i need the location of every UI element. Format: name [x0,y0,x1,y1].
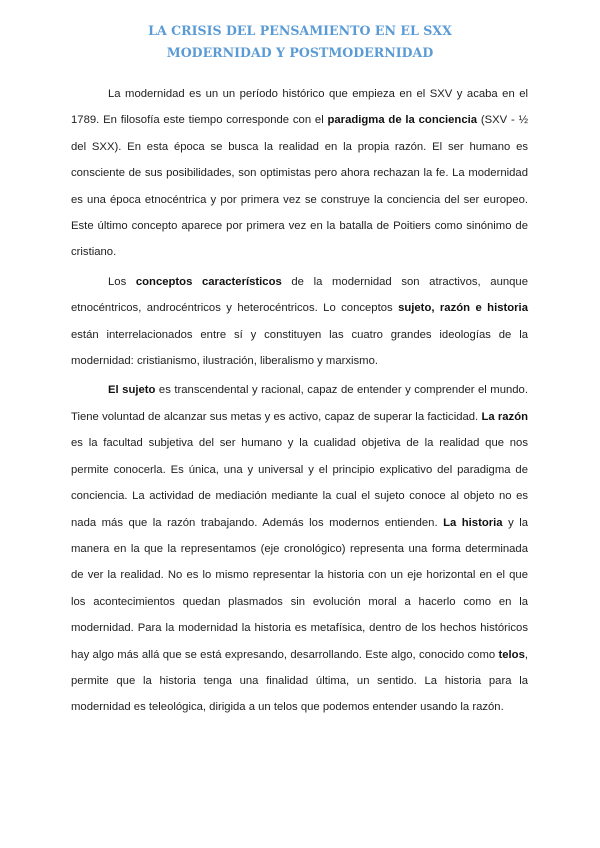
paragraph-2-bold-1: conceptos característicos [135,275,282,288]
paragraph-3 [71,377,528,720]
document-title-line-1: LA CRISIS DEL PENSAMIENTO EN EL SXX [148,23,452,38]
paragraph-3-text-3: y la manera en la que la representamos (eje cronológico) representa una forma determinada de ver la realidad. No es lo mismo representar la historia con un eje horizontal en el que los acontecimientos quedan plasmados sin evolución moral a hacerlo como en la modernidad. Para la modernidad la historia es metafísica, dentro de los hechos históricos hay algo más allá que se está expresando, desarrollando. Este algo, conocido como [71,516,529,661]
document-title-line-2: MODERNIDAD Y POSTMODERNIDAD [166,45,434,60]
paragraph-1 [71,81,528,266]
paragraph-2-text-1: Los [108,275,136,288]
paragraph-2-text-3: están interrelacionados entre sí y constituyen las cuatro grandes ideologías de la modernidad: cristianismo, ilustración, liberalismo y marxismo. [71,328,528,368]
paragraph-2 [71,269,528,375]
paragraph-3-bold-1: El sujeto [108,384,156,397]
paragraph-3-bold-3: La historia [443,516,503,529]
document-body [71,81,528,721]
paragraph-1-text-2: (SXV - ½ del SXX). En esta época se busca la realidad en la propia razón. El ser humano es consciente de sus posibilidades, son optimistas pero ahora rechazan la fe. La modernidad es una época etnocéntrica y por primera vez se construye la conciencia del ser europeo. Este último concepto aparece por primera vez en la batalla de Poitiers como sinónimo de cristiano. [71,114,529,259]
paragraph-3-bold-4: telos [498,648,525,661]
paragraph-2-bold-2: sujeto, razón e historia [398,302,528,315]
paragraph-3-text-4: , permite que la historia tenga una finalidad última, un sentido. La historia para la modernidad es teleológica, dirigida a un telos que podemos entender usando la razón. [71,648,528,714]
paragraph-3-text-1: es transcendental y racional, capaz de entender y comprender el mundo. Tiene voluntad de alcanzar sus metas y es activo, capaz de superar la facticidad. [71,384,528,423]
paragraph-1-text-1: La modernidad es un un período histórico que empieza en el SXV y acaba en el 1789. En filosofía este tiempo corresponde con el [71,88,528,127]
paragraph-1-bold-1: paradigma de la conciencia [327,114,478,127]
paragraph-3-bold-2: La razón [481,410,529,423]
paragraph-2-text-2: de la modernidad son atractivos, aunque etnocéntricos, androcéntricos y heterocéntricos. Lo conceptos [71,275,528,315]
paragraph-3-text-2: es la facultad subjetiva del ser humano y la cualidad objetiva de la realidad que nos permite conocerla. Es única, una y universal y el principio explicativo del paradigma de conciencia. La actividad de mediación mediante la cual el sujeto conoce al objeto no es nada más que la razón trabajando. Además los modernos entienden. [71,437,528,529]
